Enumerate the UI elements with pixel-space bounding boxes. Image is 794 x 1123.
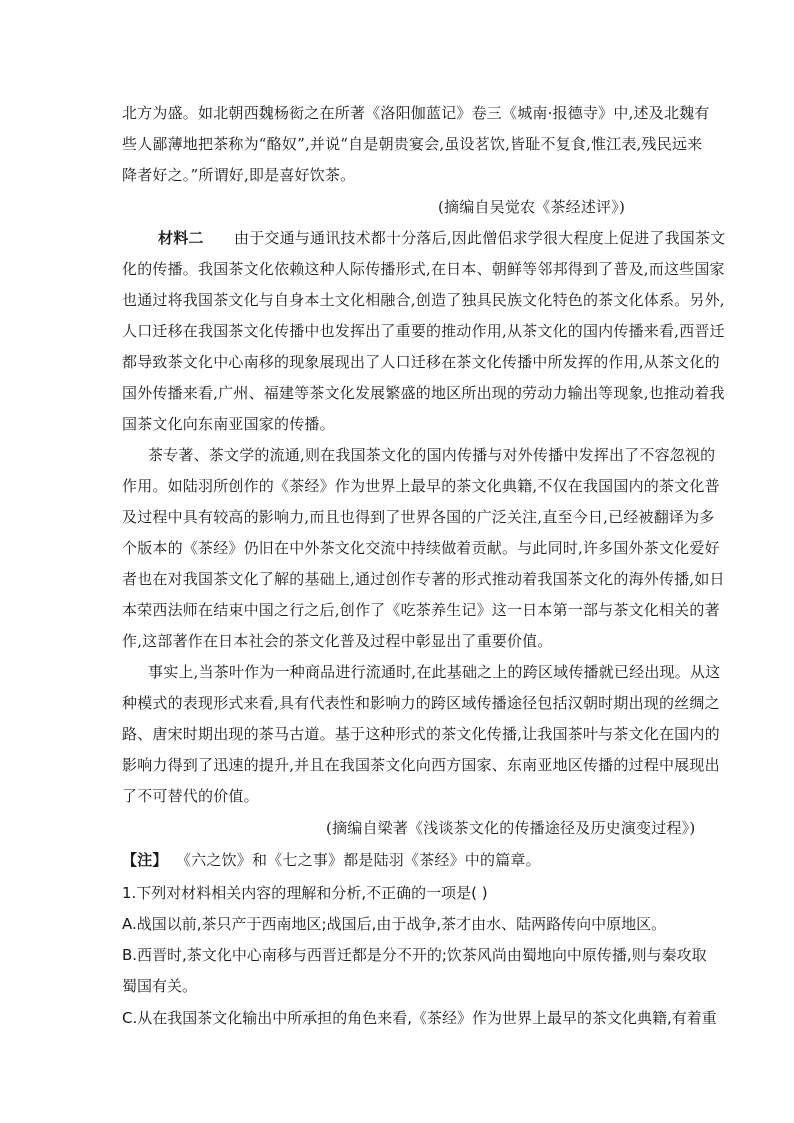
text-line: 路、唐宋时期出现的茶马古道。基于这种形式的茶文化传播,让我国茶叶与茶文化在国内的 [122,725,720,743]
note-label: 【注】 [122,851,168,869]
text-line: 国茶文化向东南亚国家的传播。 [122,415,335,433]
text-line: 降者好之。”所谓好,即是喜好饮茶。 [122,166,356,184]
option-a: A.战国以前,茶只产于西南地区;战国后,由于战争,茶才由水、陆两路传向中原地区。 [122,915,667,933]
text-line: 本荣西法师在结束中国之行之后,创作了《吃茶养生记》这一日本第一部与茶文化相关的著 [122,601,720,619]
question-stem: 1.下列对材料相关内容的理解和分析,不正确的一项是( ) [122,884,488,902]
text-line: 国外传播来看,广州、福建等茶文化发展繁盛的地区所出现的劳动力输出等现象,也推动着我 [122,384,725,402]
text-line: 些人鄙薄地把茶称为“酪奴”,并说“自是朝贵宴会,虽设茗饮,皆耻不复食,惟江表,残民远来 [122,135,703,153]
text-line: 也通过将我国茶文化与自身本土文化相融合,创造了独具民族文化特色的茶文化体系。另外, [122,291,725,309]
text-line: 者也在对我国茶文化了解的基础上,通过创作专著的形式推动着我国茶文化的海外传播,如日 [122,570,725,588]
text-line: 个版本的《茶经》仍旧在中外茶文化交流中持续做着贡献。与此同时,许多国外茶文化爱好 [122,539,720,557]
text-line: 及过程中具有较高的影响力,而且也得到了世界各国的广泛关注,直至今日,已经被翻译为多 [122,508,715,526]
option-b-continued: 蜀国有关。 [122,977,198,995]
text-line: 化的传播。我国茶文化依赖这种人际传播形式,在日本、朝鲜等邻邦得到了普及,而这些国家 [122,260,725,278]
text-line: 北方为盛。如北朝西魏杨衒之在所著《洛阳伽蓝记》卷三《城南·报德寺》中,述及北魏有 [122,104,710,122]
source-citation: (摘编自吴觉农《茶经述评》) [438,198,626,216]
text-line: 作用。如陆羽所创作的《茶经》作为世界上最早的茶文化典籍,不仅在我国国内的茶文化普 [122,477,720,495]
text-line: 人口迁移在我国茶文化传播中也发挥出了重要的推动作用,从茶文化的国内传播来看,西晋迁 [122,322,725,340]
text-line: 茶专著、茶文学的流通,则在我国茶文化的国内传播与对外传播中发挥出了不容忽视的 [148,446,716,464]
text-line: 都导致茶文化中心南移的现象展现出了人口迁移在茶文化传播中所发挥的作用,从茶文化的 [122,353,720,371]
text-line: 由于交通与通讯技术都十分落后,因此僧侣求学很大程度上促进了我国茶文 [234,229,726,247]
text-line: 了不可替代的价值。 [122,787,259,805]
text-line: 事实上,当茶叶作为一种商品进行流通时,在此基础之上的跨区域传播就已经出现。从这 [148,663,721,681]
text-line: 种模式的表现形式来看,具有代表性和影响力的跨区域传播途径包括汉朝时期出现的丝绸之 [122,694,720,712]
option-b: B.西晋时,茶文化中心南移与西晋迁都是分不开的;饮茶风尚由蜀地向中原传播,则与秦攻取 [122,946,707,964]
note-text: 《六之饮》和《七之事》都是陆羽《茶经》中的篇章。 [176,851,541,869]
text-line: 作,这部著作在日本社会的茶文化普及过程中彰显出了重要价值。 [122,632,553,650]
text-line: 影响力得到了迅速的提升,并且在我国茶文化向西方国家、东南亚地区传播的过程中展现出 [122,756,720,774]
material-label: 材料二 [158,229,204,247]
source-citation: (摘编自梁著《浅谈茶文化的传播途径及历史演变过程》) [326,819,696,837]
option-c: C.从在我国茶文化输出中所承担的角色来看,《茶经》作为世界上最早的茶文化典籍,有着重 [122,1009,717,1027]
